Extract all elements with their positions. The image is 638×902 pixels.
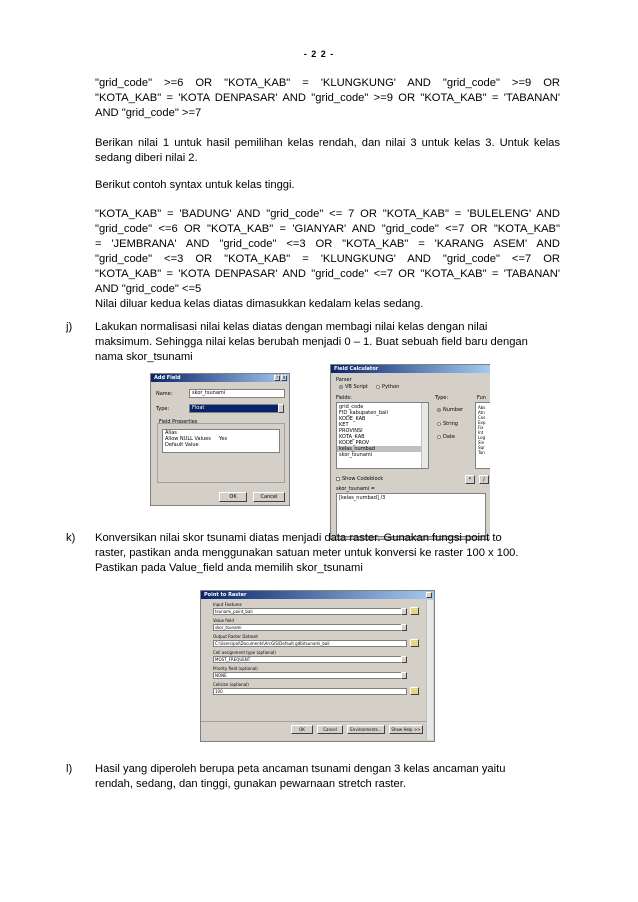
text-line: Pastikan pada Value_field anda memilih skor_tsunami — [95, 562, 363, 574]
cancel-button[interactable]: Cancel — [317, 725, 343, 734]
functions-list[interactable] — [475, 402, 490, 469]
type-select[interactable] — [189, 404, 279, 413]
item-j-text — [95, 320, 560, 365]
list-item[interactable]: Sqr — [478, 445, 485, 450]
ok-button[interactable]: OK — [219, 492, 247, 502]
cancel-button[interactable]: Cancel — [253, 492, 285, 502]
text-line: "KOTA_KAB" = 'KOTA DENPASAR' AND "grid_code" <=7 OR "KOTA_KAB" = 'TABANAN' — [95, 268, 560, 280]
field-calculator-dialog — [330, 364, 490, 540]
radio-label: Number — [443, 407, 464, 413]
radio-label: VB Script — [345, 384, 368, 390]
item-j-label: j) — [66, 321, 73, 333]
type-number-radio[interactable] — [437, 407, 463, 413]
parser-vb-radio[interactable] — [339, 384, 368, 390]
cell-assignment-select[interactable] — [213, 656, 407, 663]
parser-label: Parser — [336, 377, 352, 383]
text-line: "grid_code" <=6 OR "KOTA_KAB" = 'GIANYAR' AND "grid_code" <=7 OR "KOTA_KAB" — [95, 223, 560, 235]
list-item[interactable]: Exp — [478, 420, 486, 425]
chevron-down-icon[interactable] — [401, 672, 407, 679]
text-line: Lakukan normalisasi nilai kelas diatas dengan membagi nilai kelas dengan nilai — [95, 321, 488, 333]
output-raster-label: Output Raster Dataset — [213, 634, 259, 639]
input-features-label: Input Features — [213, 602, 242, 607]
list-item[interactable]: skor_tsunami — [339, 452, 373, 458]
expression-value: [kelas_numbad] /3 — [339, 495, 386, 501]
high-class-intro: Berikut contoh syntax untuk kelas tinggi. — [95, 179, 295, 191]
text-line: raster, pastikan anda menggunakan satuan meter untuk konversi ke raster 100 x 100. — [95, 547, 519, 559]
property-key: Alias — [165, 430, 177, 436]
item-k-text — [95, 531, 560, 576]
list-item[interactable]: kelas_numbad — [337, 446, 428, 452]
radio-icon — [339, 385, 343, 389]
text-line: AND "grid_code" <=5 — [95, 283, 202, 295]
type-label: Type: — [435, 395, 449, 401]
environments-button[interactable]: Environments... — [347, 725, 385, 734]
type-string-radio[interactable] — [437, 421, 458, 427]
text-line: Konversikan nilai skor tsunami diatas menjadi data raster. Gunakan fungsi point to — [95, 532, 502, 544]
page-number: - 2 2 - — [303, 49, 335, 59]
chevron-down-icon[interactable] — [401, 656, 407, 663]
list-item[interactable]: Int — [478, 430, 484, 435]
property-row[interactable] — [163, 442, 279, 448]
list-item[interactable]: Atn — [478, 410, 485, 415]
list-item[interactable]: FID_kabupaten_bali — [339, 410, 388, 416]
scrollbar[interactable] — [426, 600, 433, 740]
text-line: "KOTA_KAB" = 'KOTA DENPASAR' AND "grid_code" >=9 OR "KOTA_KAB" = 'TABANAN' — [95, 92, 560, 104]
fields-label: Fields: — [336, 395, 352, 401]
text-line: = 'JEMBRANA' AND "grid_code" <=3 OR "KOTA_KAB" = 'KARANG ASEM' AND — [95, 238, 560, 250]
radio-icon — [437, 435, 441, 439]
chevron-down-icon[interactable] — [278, 404, 284, 413]
list-item[interactable]: KODE_PROV — [339, 440, 370, 446]
field-properties-group — [157, 423, 285, 483]
checkbox-icon — [336, 477, 340, 481]
text-line: Nilai diluar kedua kelas diatas dimasukkan kedalam kelas sedang. — [95, 298, 424, 310]
folder-icon[interactable] — [410, 607, 419, 615]
dialog-title: Point to Raster — [204, 592, 247, 598]
dialog-title: Add Field — [154, 375, 181, 381]
ok-button[interactable]: OK — [291, 725, 313, 734]
add-field-titlebar — [151, 374, 289, 382]
field-value: 100 — [215, 689, 223, 694]
value-field-select[interactable] — [213, 624, 407, 631]
name-input[interactable] — [189, 389, 285, 398]
chevron-down-icon[interactable] — [401, 624, 407, 631]
priority-field-select[interactable] — [213, 672, 407, 679]
folder-icon[interactable] — [410, 639, 419, 647]
cellsize-label: Cellsize (optional) — [213, 682, 249, 687]
text-line: rendah, sedang, dan tinggi, gunakan pewarnaan stretch raster. — [95, 778, 406, 790]
fields-list[interactable] — [336, 402, 429, 469]
show-help-button[interactable]: Show Help >> — [389, 725, 423, 734]
name-label: Name: — [156, 391, 173, 397]
text-line: "KOTA_KAB" = 'BADUNG' AND "grid_code" <= 7 OR "KOTA_KAB" = 'BULELENG' AND — [95, 208, 560, 220]
close-icon[interactable]: X — [282, 375, 286, 380]
output-raster-input[interactable] — [213, 640, 407, 647]
add-field-dialog — [150, 373, 290, 506]
radio-label: String — [443, 421, 458, 427]
checkbox-label: Show Codeblock — [342, 476, 384, 482]
point-to-raster-dialog — [200, 590, 435, 742]
show-codeblock-checkbox[interactable] — [336, 476, 383, 482]
list-item[interactable]: KODE_KAB — [339, 416, 366, 422]
dialog-title: Field Calculator — [334, 366, 379, 372]
text-line: Hasil yang diperoleh berupa peta ancaman tsunami dengan 3 kelas ancaman yaitu — [95, 763, 506, 775]
chevron-down-icon[interactable] — [401, 608, 407, 615]
list-item[interactable]: Sin — [478, 440, 485, 445]
text-line: AND "grid_code" >=7 — [95, 107, 202, 119]
functions-label: Fun — [477, 395, 486, 401]
text-line: sedang diberi nilai 2. — [95, 152, 198, 164]
type-label: Type: — [156, 406, 170, 412]
priority-field-label: Priority field (optional) — [213, 666, 258, 671]
expression-label: skor_tsunami = — [336, 486, 375, 492]
radio-icon — [437, 422, 441, 426]
type-date-radio[interactable] — [437, 434, 455, 440]
properties-table — [162, 429, 280, 453]
input-features-select[interactable] — [213, 608, 407, 615]
parser-python-radio[interactable] — [376, 384, 399, 390]
radio-label: Python — [382, 384, 400, 390]
list-item[interactable]: Fix — [478, 425, 484, 430]
text-line: nama skor_tsunami — [95, 351, 193, 363]
text-line: Berikan nilai 1 untuk hasil pemilihan kelas rendah, dan nilai 3 untuk kelas 3. Untuk kelas — [95, 137, 560, 149]
field-calculator-titlebar — [331, 365, 490, 373]
text-line: "grid_code" >=6 OR "KOTA_KAB" = 'KLUNGKUNG' AND "grid_code" >=9 OR — [95, 77, 560, 89]
type-value: Float — [192, 405, 205, 411]
radio-icon — [376, 385, 380, 389]
close-icon[interactable] — [426, 592, 432, 598]
field-value: tsunami_point_bali — [215, 609, 253, 614]
field-value: MOST_FREQUENT — [215, 657, 251, 662]
query-high-class — [95, 207, 560, 312]
property-key: Allow NULL Values — [165, 436, 211, 442]
cellsize-input[interactable] — [213, 688, 407, 695]
point-to-raster-titlebar — [201, 591, 434, 599]
text-line: "grid_code" <=3 OR "KOTA_KAB" = 'KLUNGKUNG' AND "grid_code" <=7 OR — [95, 253, 560, 265]
list-item[interactable]: Cos — [478, 415, 486, 420]
item-l-label: l) — [66, 763, 73, 775]
list-item[interactable]: KOTA_KAB — [339, 434, 365, 440]
multiply-button[interactable]: * — [465, 475, 475, 484]
divider — [201, 721, 426, 722]
help-button[interactable]: ? — [275, 375, 279, 380]
item-l-text — [95, 762, 560, 792]
list-item[interactable]: Tan — [478, 450, 485, 455]
radio-label: Date — [443, 434, 455, 440]
list-item[interactable]: grid_code — [339, 404, 364, 410]
field-value: C:\Users\pol\Documents\ArcGIS\Default.gdb\tsunami_bali — [215, 641, 330, 646]
class-value-note — [95, 136, 560, 166]
folder-icon[interactable] — [410, 687, 419, 695]
item-k-label: k) — [66, 532, 76, 544]
divide-button[interactable]: / — [479, 475, 489, 484]
field-value: NONE — [215, 673, 227, 678]
property-value: Yes — [219, 436, 228, 442]
field-value: skor_tsunami — [215, 625, 242, 630]
list-item[interactable]: PROVINSI — [339, 428, 363, 434]
radio-icon — [437, 408, 441, 412]
list-item[interactable]: Abs — [478, 405, 486, 410]
name-value: skor_tsunami — [192, 390, 226, 396]
scrollbar[interactable] — [421, 403, 428, 468]
text-line: maksimum. Sehingga nilai kelas berubah menjadi 0 – 1. Buat sebuah field baru dengan — [95, 336, 528, 348]
query-low-class — [95, 76, 560, 121]
list-item[interactable]: KET — [339, 422, 349, 428]
cell-assignment-label: Cell assignment type (optional) — [213, 650, 276, 655]
property-key: Default Value — [165, 442, 199, 448]
value-field-label: Value field — [213, 618, 234, 623]
list-item[interactable]: Log — [478, 435, 486, 440]
field-properties-label: Field Properties — [159, 419, 198, 425]
